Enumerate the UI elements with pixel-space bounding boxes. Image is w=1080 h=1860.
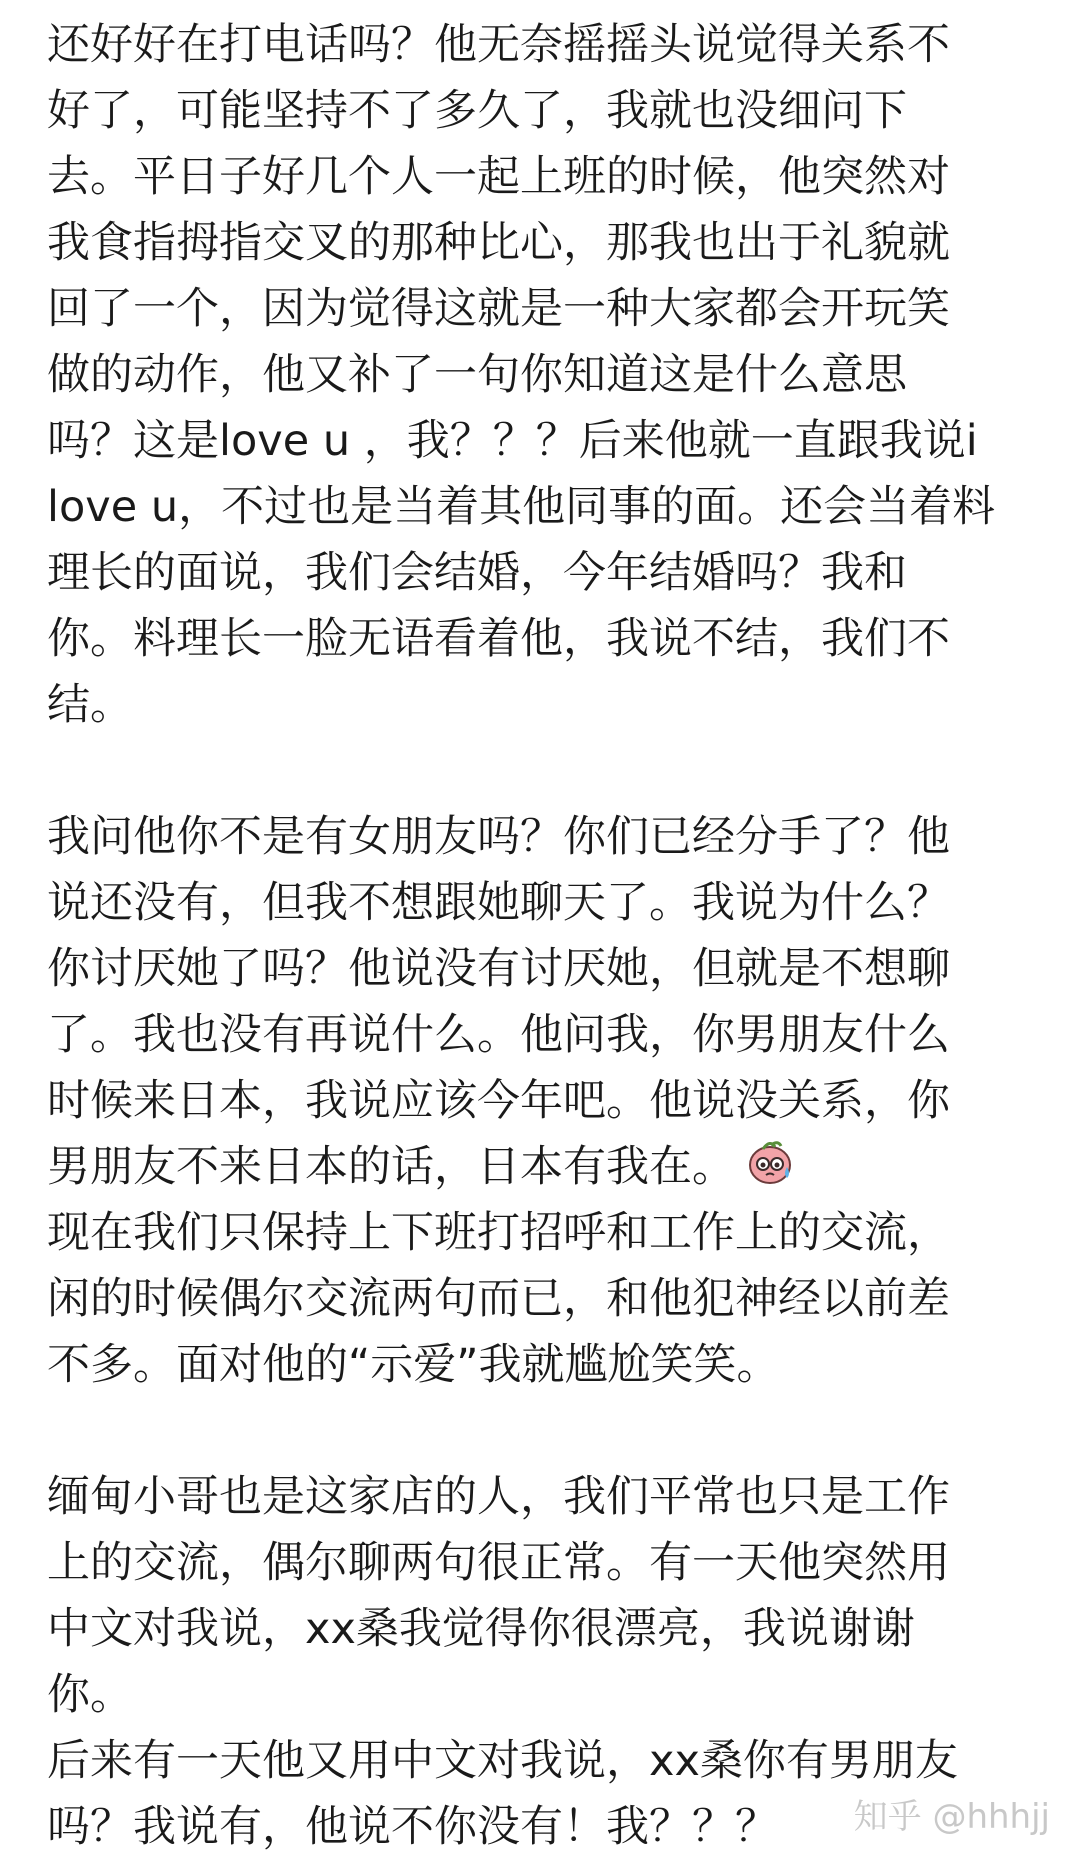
text-line: 做的动作，他又补了一句你知道这是什么意思 [47, 350, 907, 400]
sweat-emoji-icon [745, 1137, 795, 1187]
text-line: 闲的时候偶尔交流两句而已，和他犯神经以前差 [47, 1274, 950, 1324]
paragraph-3 [47, 1200, 1057, 1398]
text-line: 我食指拇指交叉的那种比心，那我也出于礼貌就 [47, 218, 950, 268]
text-line: 去。平日子好几个人一起上班的时候，他突然对 [47, 152, 950, 202]
text-line: 后来有一天他又用中文对我说，xx桑你有男朋友 [47, 1736, 958, 1786]
text-line-with-emoji [47, 1134, 1057, 1200]
text-line: 现在我们只保持上下班打招呼和工作上的交流， [47, 1208, 950, 1258]
text-line: 不多。面对他的“示爱”我就尴尬笑笑。 [47, 1340, 780, 1390]
text-line: 你。料理长一脸无语看着他，我说不结，我们不 [47, 614, 950, 664]
text-line: 中文对我说，xx桑我觉得你很漂亮，我说谢谢 [47, 1604, 915, 1654]
paragraph-gap [47, 1398, 1057, 1464]
paragraph-4 [47, 1464, 1057, 1728]
text-line: 说还没有，但我不想跟她聊天了。我说为什么？ [47, 878, 950, 928]
text-line: 结。 [47, 680, 133, 730]
paragraph-2 [47, 804, 1057, 1200]
zhihu-watermark: 知乎 @hhhjj [853, 1797, 1050, 1837]
text-line: 了。我也没有再说什么。他问我，你男朋友什么 [47, 1010, 950, 1060]
text-line: 时候来日本，我说应该今年吧。他说没关系，你 [47, 1076, 950, 1126]
paragraph-1 [47, 12, 1057, 738]
text-line: 缅甸小哥也是这家店的人，我们平常也只是工作 [47, 1472, 950, 1522]
text-line: 还好好在打电话吗？他无奈摇摇头说觉得关系不 [47, 20, 950, 70]
text-line: 你讨厌她了吗？他说没有讨厌她，但就是不想聊 [47, 944, 950, 994]
text-line: 上的交流，偶尔聊两句很正常。有一天他突然用 [47, 1538, 950, 1588]
text-line: 吗？我说有，他说不你没有！我？？？ [47, 1802, 778, 1852]
text-line: 吗？这是love u ，我？？？后来他就一直跟我说i [47, 416, 978, 466]
text-line: 理长的面说，我们会结婚，今年结婚吗？我和 [47, 548, 907, 598]
text-line: love u，不过也是当着其他同事的面。还会当着料 [47, 482, 996, 532]
text-line: 你。 [47, 1670, 133, 1720]
text-line: 我问他你不是有女朋友吗？你们已经分手了？他 [47, 812, 950, 862]
text-line: 好了，可能坚持不了多久了，我就也没细问下 [47, 86, 907, 136]
paragraph-gap [47, 738, 1057, 804]
text-line: 男朋友不来日本的话，日本有我在。 [47, 1142, 735, 1192]
article-body [47, 12, 1057, 1860]
text-line: 回了一个，因为觉得这就是一种大家都会开玩笑 [47, 284, 950, 334]
